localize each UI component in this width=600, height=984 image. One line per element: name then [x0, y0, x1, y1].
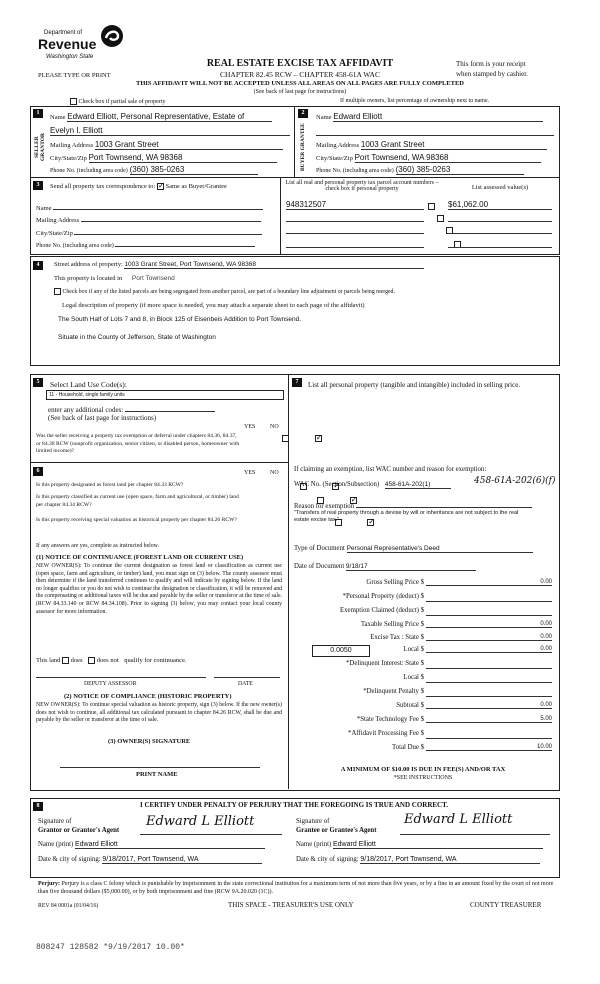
grantor-sig-label-1: Signature of — [38, 818, 72, 825]
legal-value[interactable]: The South Half of Lots 7 and 8, in Block 125 of Eisenbeis Addition to Port Townsend. — [58, 316, 302, 323]
seller-mailing-value[interactable]: 1003 Grant Street — [95, 140, 283, 150]
parcel-header: List all real and personal property tax parcel account numbers – check box if personal property — [285, 180, 439, 192]
current-use-question: Is this property classified as current use (open space, farm and agricultural, or timber) land per chapter 84.34 RCW? — [36, 494, 239, 508]
owner-signature-label: (3) OWNER(S) SIGNATURE — [108, 738, 191, 745]
divider-1-2 — [294, 106, 295, 177]
grantor-sig-label-2: Grantor or Grantor's Agent — [38, 827, 120, 834]
continuance-row — [36, 657, 187, 664]
parcel-line-4[interactable] — [286, 246, 424, 248]
does-not-checkbox[interactable] — [88, 657, 95, 664]
notice-continuance-title: (1) NOTICE OF CONTINUANCE (FOREST LAND OR CURRENT USE) — [36, 554, 244, 561]
assessed-line-2[interactable] — [448, 220, 552, 222]
tax-row-label: Local $ — [403, 646, 424, 653]
reason-row — [294, 500, 532, 510]
forest-question: Is this property designated as forest land per chapter 84.33 RCW? — [36, 482, 184, 488]
county-value[interactable]: Situate in the County of Jefferson, State of Washington — [58, 334, 216, 341]
exemption-question: Was the seller receiving a property tax exemption or deferral under chapters 84.36, 84.37, or 84.38 RCW (nonprofit organization, senior citizen, or disabled person, homeowner with limited income)? — [36, 433, 240, 454]
section-4-box — [30, 256, 560, 366]
receipt-note-1: This form is your receipt — [456, 60, 526, 68]
additional-codes-label: enter any additional codes: — [48, 406, 124, 414]
tax-row-8 — [300, 688, 556, 700]
tax-row-5 — [300, 646, 556, 658]
dept-of-text: Department of — [44, 30, 83, 36]
corr-phone-row — [36, 239, 276, 249]
minimum-due-note: A MINIMUM OF $10.00 IS DUE IN FEE(S) AND/OR TAX — [340, 766, 506, 773]
form-title: REAL ESTATE EXCISE TAX AFFIDAVIT — [206, 58, 394, 69]
tax-row-label: Subtotal $ — [396, 702, 424, 709]
tax-row-label: Local $ — [403, 674, 424, 681]
does-label: does — [70, 657, 83, 664]
dept-state-text: Washington State — [46, 54, 94, 60]
grantee-print-value[interactable]: Edward Elliott — [333, 841, 543, 849]
grantor-signature-line — [140, 833, 282, 835]
tax-row-value[interactable]: 0.00 — [426, 646, 552, 653]
street-value[interactable]: 1003 Grant Street, Port Townsend, WA 98368 — [124, 261, 424, 269]
grantee-signature[interactable]: Edward L Elliott — [404, 812, 513, 827]
seller-city-label: City/State/Zip — [50, 155, 87, 162]
assessor-date-line[interactable] — [214, 676, 280, 678]
tax-row-value[interactable] — [426, 593, 552, 602]
section-2-badge: 2 — [298, 109, 308, 118]
located-value[interactable]: Port Townsend — [131, 275, 175, 282]
exemption-claim-label: If claiming an exemption, list WAC number and reason for exemption: — [294, 466, 487, 473]
buyer-city-value[interactable]: Port Townsend, WA 98368 — [355, 153, 541, 163]
exemption-yes-checkbox[interactable] — [282, 435, 289, 442]
same-as-buyer-checkbox[interactable] — [157, 183, 164, 190]
parcel-line-3[interactable] — [286, 232, 424, 234]
assessed-line-3[interactable] — [448, 232, 552, 234]
tax-row-7 — [300, 674, 556, 686]
seller-mailing-label: Mailing Address — [50, 142, 94, 149]
tax-row-1 — [300, 593, 556, 605]
grantor-date-value[interactable]: 9/18/2017, Port Townsend, WA — [102, 856, 262, 864]
grantor-date-row — [38, 856, 262, 864]
see-back-5: (See back of last page for instructions) — [48, 414, 157, 422]
street-label: Street address of property: — [54, 261, 123, 268]
tax-row-label: *Delinquent Penalty $ — [363, 688, 424, 695]
tax-row-label: *Personal Property (deduct) $ — [342, 593, 424, 600]
land-use-label: Select Land Use Code(s): — [50, 380, 127, 389]
perjury-label: Perjury: — [38, 881, 60, 887]
wac-value[interactable]: 458-61A-202(1) — [385, 481, 451, 489]
multiple-owners-note: If multiple owners, list percentage of ownership next to name. — [340, 98, 490, 104]
buyer-phone-value[interactable]: (360) 385-0263 — [396, 165, 524, 175]
assessed-value-1[interactable]: $61,062.00 — [448, 200, 552, 210]
assessed-line-4[interactable] — [448, 246, 552, 248]
qualify-label: qualify for continuance. — [124, 657, 187, 664]
local-rate-box[interactable]: 0.0050 — [312, 645, 370, 657]
wac-handwritten: 458-61A-202(6)(f) — [474, 476, 556, 486]
segregated-row — [54, 288, 395, 295]
tax-row-9 — [300, 702, 556, 714]
does-checkbox[interactable] — [62, 657, 69, 664]
section-8-box — [30, 798, 560, 878]
grantor-date-label: Date & city of signing: — [38, 856, 101, 863]
segregated-label: Check box if any of the listed parcels are being segregated from another parcel, are part of a boundary line adjustment or parcels being merged. — [62, 288, 395, 295]
seller-city-row — [50, 153, 290, 163]
tax-row-10 — [300, 716, 556, 728]
land-use-select[interactable]: 11 - Household, single family units — [46, 390, 284, 400]
buyer-name-row — [316, 112, 554, 122]
section-6-badge: 6 — [33, 467, 43, 476]
dor-logo — [38, 24, 130, 64]
see-back-note: (See back of last page for instructions) — [253, 89, 347, 95]
section-1-badge: 1 — [33, 109, 43, 118]
grantee-date-row — [296, 856, 540, 864]
doc-type-row — [294, 545, 533, 553]
receipt-note-2: when stamped by cashier. — [456, 70, 528, 78]
buyer-city-label: City/State/Zip — [316, 155, 353, 162]
corr-name-label: Name — [36, 205, 52, 212]
partial-sale-checkbox[interactable] — [70, 98, 77, 105]
corr-name-row — [36, 202, 276, 212]
tax-row-value[interactable] — [426, 730, 552, 739]
buyer-mailing-row — [316, 140, 554, 150]
no-header-5: NO — [270, 424, 279, 430]
section-3-badge: 3 — [33, 181, 43, 190]
see-instructions-note: *SEE INSTRUCTIONS — [393, 775, 453, 781]
section-8-badge: 8 — [33, 802, 43, 811]
corr-mailing-label: Mailing Address — [36, 217, 80, 224]
tax-row-value[interactable] — [426, 607, 552, 616]
personal-property-checkbox-2[interactable] — [437, 215, 444, 222]
doc-date-row — [294, 563, 476, 571]
dept-name-text: Revenue — [38, 36, 97, 52]
treasurer-space: THIS SPACE - TREASURER'S USE ONLY — [228, 901, 354, 909]
reason-value[interactable]: "Transfers of real property through a devise by will or inheritance are not subject to the real estate excise tax." — [294, 510, 519, 523]
section-4-badge: 4 — [33, 261, 43, 270]
notice-continuance-text: NEW OWNER(S): To continue the current designation as forest land or classification as current use (open space, farm and agriculture, or timber) land, you must sign on (3) below. The county assessor must then determine if the land transferred continues to qualify and will indicate by signing below. If the land no longer qualifies or you do not wish to continue the designation or classification, it will be removed and the compensating or additional taxes will be due and payable by the seller or transferor at the time of sale. (RCW 84.33.140 or RCW 84.34.108). Prior to signing (3) below, you may contact your local county assessor for more information. — [36, 563, 282, 615]
legal-label: Legal description of property (if more space is needed, you may attach a separate sheet to each page of the affidavit) — [62, 302, 365, 309]
form-subtitle: CHAPTER 82.45 RCW – CHAPTER 458-61A WAC — [220, 70, 380, 79]
yes-header-6: YES — [244, 470, 256, 476]
grantee-date-value[interactable]: 9/18/2017, Port Townsend, WA — [360, 856, 540, 864]
divider-5-6 — [30, 462, 288, 463]
perjury-notice — [38, 880, 558, 896]
seller-phone-label: Phone No. (including area code) — [50, 168, 128, 174]
grantor-print-label: Name (print) — [38, 841, 74, 848]
personal-property-checkbox-1[interactable] — [428, 203, 435, 210]
corr-mailing-row — [36, 214, 276, 224]
tax-row-6 — [300, 660, 556, 672]
form-notice: THIS AFFIDAVIT WILL NOT BE ACCEPTED UNLESS ALL AREAS ON ALL PAGES ARE FULLY COMPLETED — [136, 80, 464, 87]
tax-row-value[interactable] — [426, 688, 552, 697]
yes-header-5: YES — [244, 424, 256, 430]
wac-label: WAC No. (Section/Subsection) — [294, 481, 380, 488]
tax-row-value[interactable]: 0.00 — [426, 634, 552, 641]
corr-city-label: City/State/Zip — [36, 230, 73, 237]
tax-row-label: *Affidavit Processing Fee $ — [348, 730, 424, 737]
buyer-mailing-label: Mailing Address — [316, 142, 360, 149]
seller-name-row — [50, 112, 290, 122]
no-header-6: NO — [270, 470, 279, 476]
grantee-print-label: Name (print) — [296, 841, 332, 848]
tax-row-label: Taxable Selling Price $ — [360, 621, 424, 628]
tax-row-label: *State Technology Fee $ — [356, 716, 424, 723]
seller-phone-row — [50, 165, 290, 175]
tax-row-12 — [300, 744, 556, 756]
seller-grantor-label: SELLER GRANTOR — [34, 133, 46, 162]
revenue-swirl-icon — [100, 24, 124, 48]
cashier-stamp: 808247 128582 *9/19/2017 10.00* — [36, 943, 185, 952]
tax-row-value[interactable]: 10.00 — [426, 744, 552, 751]
if-yes-note: If any answers are yes, complete as instructed below. — [36, 543, 159, 549]
wac-row — [294, 481, 451, 489]
buyer-name-label: Name — [316, 114, 332, 121]
seller-name-value[interactable]: Edward Elliott, Personal Representative, Estate of — [67, 112, 272, 122]
tax-row-0 — [300, 579, 556, 591]
same-as-buyer-label: Same as Buyer/Grantee — [165, 183, 227, 190]
partial-sale-label: Check box if partial sale of property — [78, 98, 166, 105]
tax-row-value[interactable] — [426, 660, 552, 669]
corr-city-row — [36, 227, 276, 237]
partial-sale-row — [70, 98, 165, 105]
section-5-badge: 5 — [33, 378, 43, 387]
tax-row-3 — [300, 621, 556, 633]
additional-codes-line[interactable] — [125, 404, 215, 412]
please-type: PLEASE TYPE OR PRINT — [38, 72, 111, 79]
reason-label: Reason for exemption — [294, 503, 355, 510]
corr-phone-line[interactable] — [115, 239, 255, 247]
grantee-date-label: Date & city of signing: — [296, 856, 359, 863]
notice-compliance-title: (2) NOTICE OF COMPLIANCE (HISTORIC PROPERTY) — [64, 693, 232, 700]
perjury-text: Perjury is a class C felony which is punishable by imprisonment in the state correctional institution for a maximum term of not more than five years, or by a fine in an amount fixed by the court of not more than five thousand dollars ($5,000.00), or by both imprisonment and fine (RCW 9A.20.020 (1C)). — [38, 881, 554, 895]
tax-row-label: Total Due $ — [392, 744, 424, 751]
corr-phone-label: Phone No. (including area code) — [36, 243, 114, 249]
grantee-signature-line — [400, 833, 550, 835]
exemption-no-checkbox[interactable] — [315, 435, 322, 442]
send-correspondence-row — [50, 183, 227, 190]
deputy-line[interactable] — [36, 676, 206, 678]
owner-signature-line[interactable] — [60, 766, 260, 768]
grantee-sig-label-1: Signature of — [296, 818, 330, 825]
additional-codes-row — [48, 404, 215, 414]
located-row — [54, 275, 175, 282]
grantee-print-row — [296, 841, 543, 849]
does-not-label: does not — [96, 657, 119, 664]
historic-question: Is this property receiving special valuation as historical property per chapter 84.26 RCW? — [36, 517, 237, 523]
seller-mailing-row — [50, 140, 290, 150]
grantor-print-value[interactable]: Edward Elliott — [75, 841, 265, 849]
assessor-date-label: DATE — [238, 681, 253, 687]
doc-date-label: Date of Document — [294, 563, 345, 570]
notice-compliance-text: NEW OWNER(S): To continue special valuation as historic property, sign (3) below. If the new owner(s) does not wish to continue, all additional tax calculated pursuant to chapter 84.26 RCW, shall be due and payable by the seller or transferor at the time of sale. — [36, 702, 282, 724]
reason-line[interactable] — [356, 500, 532, 508]
doc-date-value[interactable]: 9/18/17 — [346, 563, 476, 571]
seller-name-value-2[interactable]: Evelyn I. Elliott — [50, 126, 290, 136]
print-name-label: PRINT NAME — [136, 771, 178, 778]
tax-row-value[interactable]: 0.00 — [426, 579, 552, 586]
located-label: This property is located in — [54, 275, 123, 282]
divider-3 — [280, 177, 281, 254]
buyer-city-row — [316, 153, 554, 163]
county-treasurer: COUNTY TREASURER — [470, 901, 542, 909]
tax-row-label: Excise Tax : State $ — [370, 634, 424, 641]
tax-row-2 — [300, 607, 556, 619]
corr-mailing-line[interactable] — [81, 214, 261, 222]
street-row — [54, 261, 554, 269]
seller-city-value[interactable]: Port Townsend, WA 98368 — [89, 153, 277, 163]
certify-statement: I CERTIFY UNDER PENALTY OF PERJURY THAT THE FOREGOING IS TRUE AND CORRECT. — [139, 801, 448, 809]
parcel-line-2[interactable] — [286, 220, 424, 222]
deputy-label: DEPUTY ASSESSOR — [84, 681, 137, 687]
tax-row-label: *Delinquent Interest: State $ — [346, 660, 424, 667]
send-correspondence-label: Send all property tax correspondence to: — [50, 183, 156, 190]
seller-phone-value[interactable]: (360) 385-0263 — [130, 165, 258, 175]
section-7-badge: 7 — [292, 378, 302, 387]
tax-row-value[interactable]: 0.00 — [426, 702, 552, 709]
form-revision: REV 84 0001a (01/04/16) — [38, 903, 99, 909]
tax-row-value[interactable]: 0.00 — [426, 621, 552, 628]
seller-name-label: Name — [50, 114, 66, 121]
grantor-print-row — [38, 841, 265, 849]
buyer-phone-label: Phone No. (including area code) — [316, 168, 394, 174]
tax-row-value[interactable]: 5.00 — [426, 716, 552, 723]
corr-city-line[interactable] — [74, 227, 262, 235]
grantee-sig-label-2: Grantee or Grantee's Agent — [296, 827, 377, 834]
tax-row-label: Exemption Claimed (deduct) $ — [340, 607, 424, 614]
corr-name-line[interactable] — [53, 202, 263, 210]
tax-row-label: Gross Selling Price $ — [366, 579, 424, 586]
grantor-signature[interactable]: Edward L Elliott — [146, 814, 255, 829]
doc-type-label: Type of Document — [294, 545, 345, 552]
buyer-name-line-2 — [316, 134, 554, 136]
buyer-phone-row — [316, 165, 554, 175]
tax-row-value[interactable] — [426, 674, 552, 683]
this-land-label: This land — [36, 657, 61, 664]
segregated-checkbox[interactable] — [54, 288, 61, 295]
tax-row-11 — [300, 730, 556, 742]
buyer-mailing-value[interactable]: 1003 Grant Street — [361, 140, 547, 150]
personal-property-label: List all personal property (tangible and intangible) included in selling price. — [308, 381, 521, 389]
buyer-name-value[interactable]: Edward Elliott — [333, 112, 543, 122]
buyer-grantee-label: BUYER GRANTEE — [300, 123, 306, 171]
parcel-number-1[interactable]: 948312507 — [286, 200, 424, 210]
assessed-header: List assessed value(s) — [471, 184, 529, 191]
doc-type-value[interactable]: Personal Representative's Deed — [347, 545, 533, 553]
